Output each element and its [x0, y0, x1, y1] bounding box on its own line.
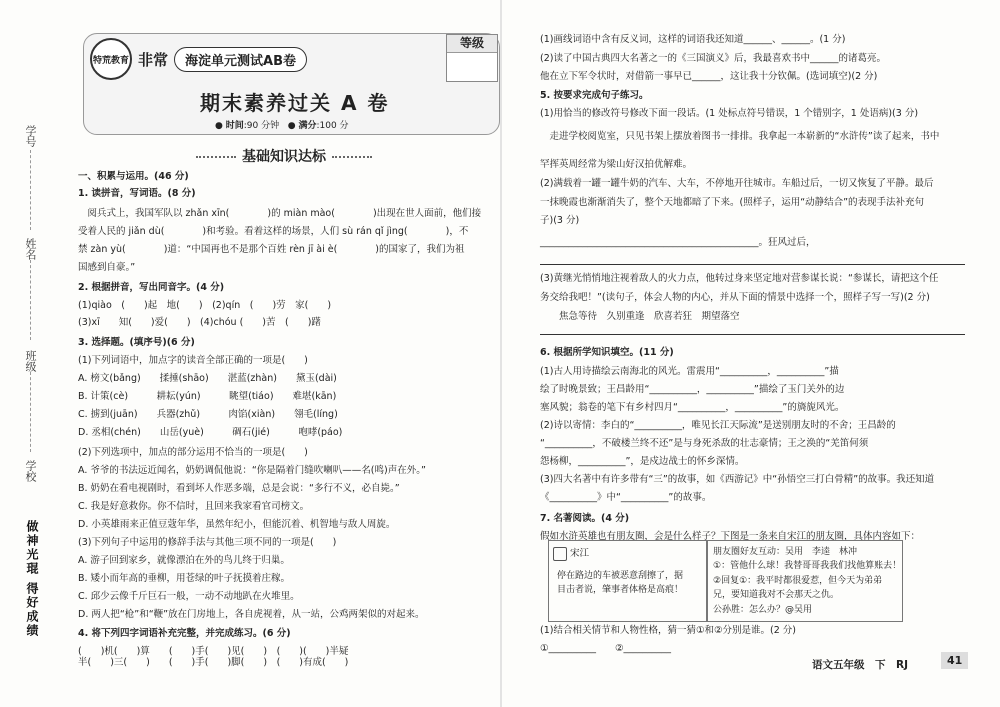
right-text-line: (3)四大名著中有许多带有“三”的故事，如《西游记》中“孙悟空三打白骨精”的故事。我还知道	[540, 474, 935, 485]
post-line: 停在路边的车被恶意刮擦了，据	[557, 571, 684, 581]
margin-name: 姓名	[24, 238, 37, 260]
left-text-line: 国感到自豪。”	[78, 262, 136, 273]
right-text-line: (1)结合相关情节和人物性格，猜一猜①和②分别是谁。(2 分)	[540, 625, 796, 636]
margin-class: 班级	[24, 350, 37, 372]
left-text-line: C. 我是好意救你。你不信时，且回来我家看官司榜文。	[78, 501, 310, 512]
right-text-line: 7. 名著阅读。(4 分)	[540, 513, 630, 524]
right-text-line: 务交给我吧！”(读句子，体会人物的内心，并从下面的情景中选择一个，照样子写一写)(2 分)	[540, 292, 930, 303]
footer-text: 语文五年级 下 RJ	[812, 659, 908, 671]
left-text-line: 受着人民的 jiǎn dù( )和考验。看着这样的场景，人们 sù rán qǐ jìng( )，不	[78, 226, 469, 237]
exam-title: 期末素养过关 A 卷	[200, 91, 390, 115]
left-text-line: D. 小英雄雨来正值豆蔻年华，虽然年纪小，但能沉着、机智地与敌人周旋。	[78, 519, 396, 530]
answer-line	[540, 334, 965, 335]
right-text-line: 他在立下军令状时，对借箭一事早已______，这让我十分钦佩。(选词填空)(2 分)	[540, 71, 878, 82]
right-text-line: (1)古人用诗描绘云南海北的风光。雷震用“__________，__________”描	[540, 366, 839, 377]
right-text-line: (3)黄继光悄悄地注视着敌人的火力点，他转过身来坚定地对营参谋长说：“参谋长，请把这个任	[540, 273, 939, 284]
comments-body	[713, 545, 901, 617]
right-text-line: (1)画线词语中含有反义词，这样的词语我还知道______、______。(1 分)	[540, 34, 846, 45]
left-text-line: 1. 读拼音，写词语。(8 分)	[78, 188, 196, 199]
left-text-line: ( )机( )算 ( )手( )见( ) ( )( )半疑	[78, 646, 349, 657]
page-spine	[500, 0, 502, 707]
right-text-line: 塞风貌；翁卷的笔下有乡村四月“__________，__________”的旖旎风光。	[540, 402, 845, 413]
margin-student-id: 学号	[24, 125, 37, 147]
brand	[90, 38, 307, 80]
left-text-line: A. 爷爷的书法远近闻名，奶奶调侃他说：“你是隔着门缝吹喇叭——名(鸣)声在外。”	[78, 465, 426, 476]
moments-post	[548, 540, 708, 622]
right-text-line: 罕挥英周经常为梁山好汉拍优解难。	[540, 159, 693, 170]
left-text-line: (3)下列句子中运用的修辞手法与其他三项不同的一项是( )	[78, 537, 337, 548]
comment-line: 公孙胜：怎么办？@吴用	[713, 604, 813, 615]
left-text-line: 一、积累与运用。(46 分)	[78, 171, 189, 182]
right-text-line: 怨杨柳，__________”，是戍边战士的怀乡深情。	[540, 456, 745, 467]
right-text-line: 一抹晚霞也渐渐消失了，整个天地都暗了下来。(照样子，运用“动静结合”的表现手法补充句	[540, 197, 925, 208]
right-text-line: 绘了时晚景致；王昌龄用“__________，__________”描绘了玉门关外的边	[540, 384, 845, 395]
grade-label: 等级	[447, 35, 497, 53]
series-name: 海淀单元测试AB卷	[174, 47, 307, 72]
exam-meta	[215, 118, 349, 131]
right-text-line: “__________，不破楼兰终不还”是与身死杀敌的壮志豪情；王之涣的“羌笛何须	[540, 438, 869, 449]
right-text-line: (2)满载着一罐一罐牛奶的汽车、大车，不停地开往城市。车船过后，一切又恢复了平静。最后	[540, 178, 934, 189]
margin-school: 学校	[24, 460, 37, 482]
right-text-line: 子)(3 分)	[540, 215, 580, 226]
right-text-line: (2)诗以寄情：李白的“__________，唯见长江天际流”是送别朋友时的不舍；王昌龄的	[540, 420, 896, 431]
comments-title: 朋友圈好友互动：吴用 李逵 林冲	[713, 547, 858, 557]
post-body	[557, 569, 683, 598]
brand-logo: 特荒教育	[90, 38, 132, 80]
left-text-line: D. 丞相(chén) 山岳(yuè) 碉石(jié) 咆哮(páo)	[78, 427, 343, 438]
left-text-line: C. 掳到(juān) 兵器(zhǔ) 肉馅(xiàn) 翎毛(líng)	[78, 409, 338, 420]
right-text-line: 焦急等待 久别重逢 欣喜若狂 期望落空	[540, 311, 740, 322]
answer-line	[540, 264, 965, 265]
left-text-line: (2)下列选项中，加点的部分运用不恰当的一项是( )	[78, 447, 308, 458]
left-text-line: A. 榜文(bǎng) 揉捶(shāo) 湛蓝(zhàn) 黛玉(dài)	[78, 373, 337, 384]
poster-name: 宋江	[570, 548, 590, 559]
right-text-line: 《__________》中“__________”的故事。	[540, 492, 712, 503]
margin-line	[30, 372, 32, 452]
left-text-line: D. 两人把“枪”和“鞭”放在门房地上，各自虎视着，从一站，公鸡两架似的对起来。	[78, 609, 425, 620]
comment-line: ①：管他什么球！我替哥哥我我们找他算账去！	[713, 561, 902, 572]
score-value: :100 分	[316, 121, 349, 131]
page-number: 41	[941, 652, 968, 669]
clock-icon: ●	[215, 121, 223, 131]
right-text-line: (2)读了中国古典四大名著之一的《三国演义》后，我最喜欢书中______的诸葛亮。	[540, 53, 886, 64]
poster-row	[553, 545, 589, 561]
left-text-line: 3. 选择题。(填序号)(6 分)	[78, 337, 195, 348]
left-text-line: (1)下列词语中，加点字的读音全部正确的一项是( )	[78, 355, 308, 366]
left-text-line: 2. 根据拼音，写出同音字。(4 分)	[78, 282, 225, 293]
left-text-line: 阅兵式上，我国军队以 zhǎn xīn( )的 miàn mào( )出现在世人面前，他们接	[78, 208, 482, 219]
comment-line: 兄，要知道我对不会那天之仇。	[713, 590, 840, 601]
left-text-line: C. 邱少云像千斤巨石一般，一动不动地趴在火堆里。	[78, 591, 300, 602]
right-text-line: ①__________ ②__________	[540, 643, 672, 654]
left-text-line: B. 计策(cè) 耕耘(yún) 眺望(tiáo) 难堪(kān)	[78, 391, 337, 402]
left-text-line: (1)qiào ( )起 地( ) (2)qín ( )劳 家( )	[78, 300, 332, 311]
right-text-line: 走进学校阅览室，只见书架上摆放着图书一排排。我拿起一本崭新的“水浒传”读了起来，书中	[540, 131, 940, 142]
left-text-line: A. 游子回到家乡，就像漂泊在外的鸟儿终于归巢。	[78, 555, 290, 566]
margin-line	[30, 260, 32, 340]
right-text-line: (1)用恰当的修改符号修改下面一段话。(1 处标点符号错误，1 个错别字，1 处语病)(3 分)	[540, 108, 919, 119]
right-text-line: 5. 按要求完成句子练习。	[540, 90, 649, 101]
time-value: :90 分钟	[243, 121, 280, 131]
left-text-line: (3)xī 知( )爱( ) (4)chóu ( )苦 ( )躇	[78, 317, 321, 328]
score-label: 满分	[298, 121, 317, 131]
grade-box	[446, 34, 498, 82]
left-text-line: B. 矮小而年高的垂柳，用苍绿的叶子抚摸着庄稼。	[78, 573, 291, 584]
brand-name: 非常	[138, 50, 169, 69]
motto-text: 做神光琨 得好成绩	[25, 520, 39, 639]
left-text-line: 4. 将下列四字词语补充完整，并完成练习。(6 分)	[78, 628, 291, 639]
post-line: 目击者说，肇事者体格是高痕！	[557, 585, 684, 596]
right-text-line: 6. 根据所学知识填空。(11 分)	[540, 347, 674, 358]
comment-line: ②回复①：我平时都很爱惹，但今天为弟弟	[713, 575, 883, 586]
margin-line	[30, 150, 32, 230]
right-text-line: ______________________________________________。狂风过后，	[540, 237, 816, 248]
left-text-line: 禁 zàn yù( )道：“中国再也不是那个百姓 rèn jī ài è( )的国家了，我们为祖	[78, 244, 465, 255]
moments-comments	[706, 540, 903, 622]
right-text-line: 假如水浒英雄也有朋友圈，会是什么样子？下图是一条来自宋江的朋友圈，具体内容如下：	[540, 531, 921, 542]
time-label: 时间	[225, 121, 244, 131]
left-text-line: B. 奶奶在看电视剧时，看到坏人作恶多端，总是会说：“多行不义，必自毙。”	[78, 483, 400, 494]
left-text-line: 半( )三( ) ( )手( )脚( ) ( )有成( )	[78, 657, 349, 668]
avatar	[553, 547, 567, 561]
score-icon: ●	[287, 121, 296, 131]
section-title: 基础知识达标	[190, 146, 378, 166]
